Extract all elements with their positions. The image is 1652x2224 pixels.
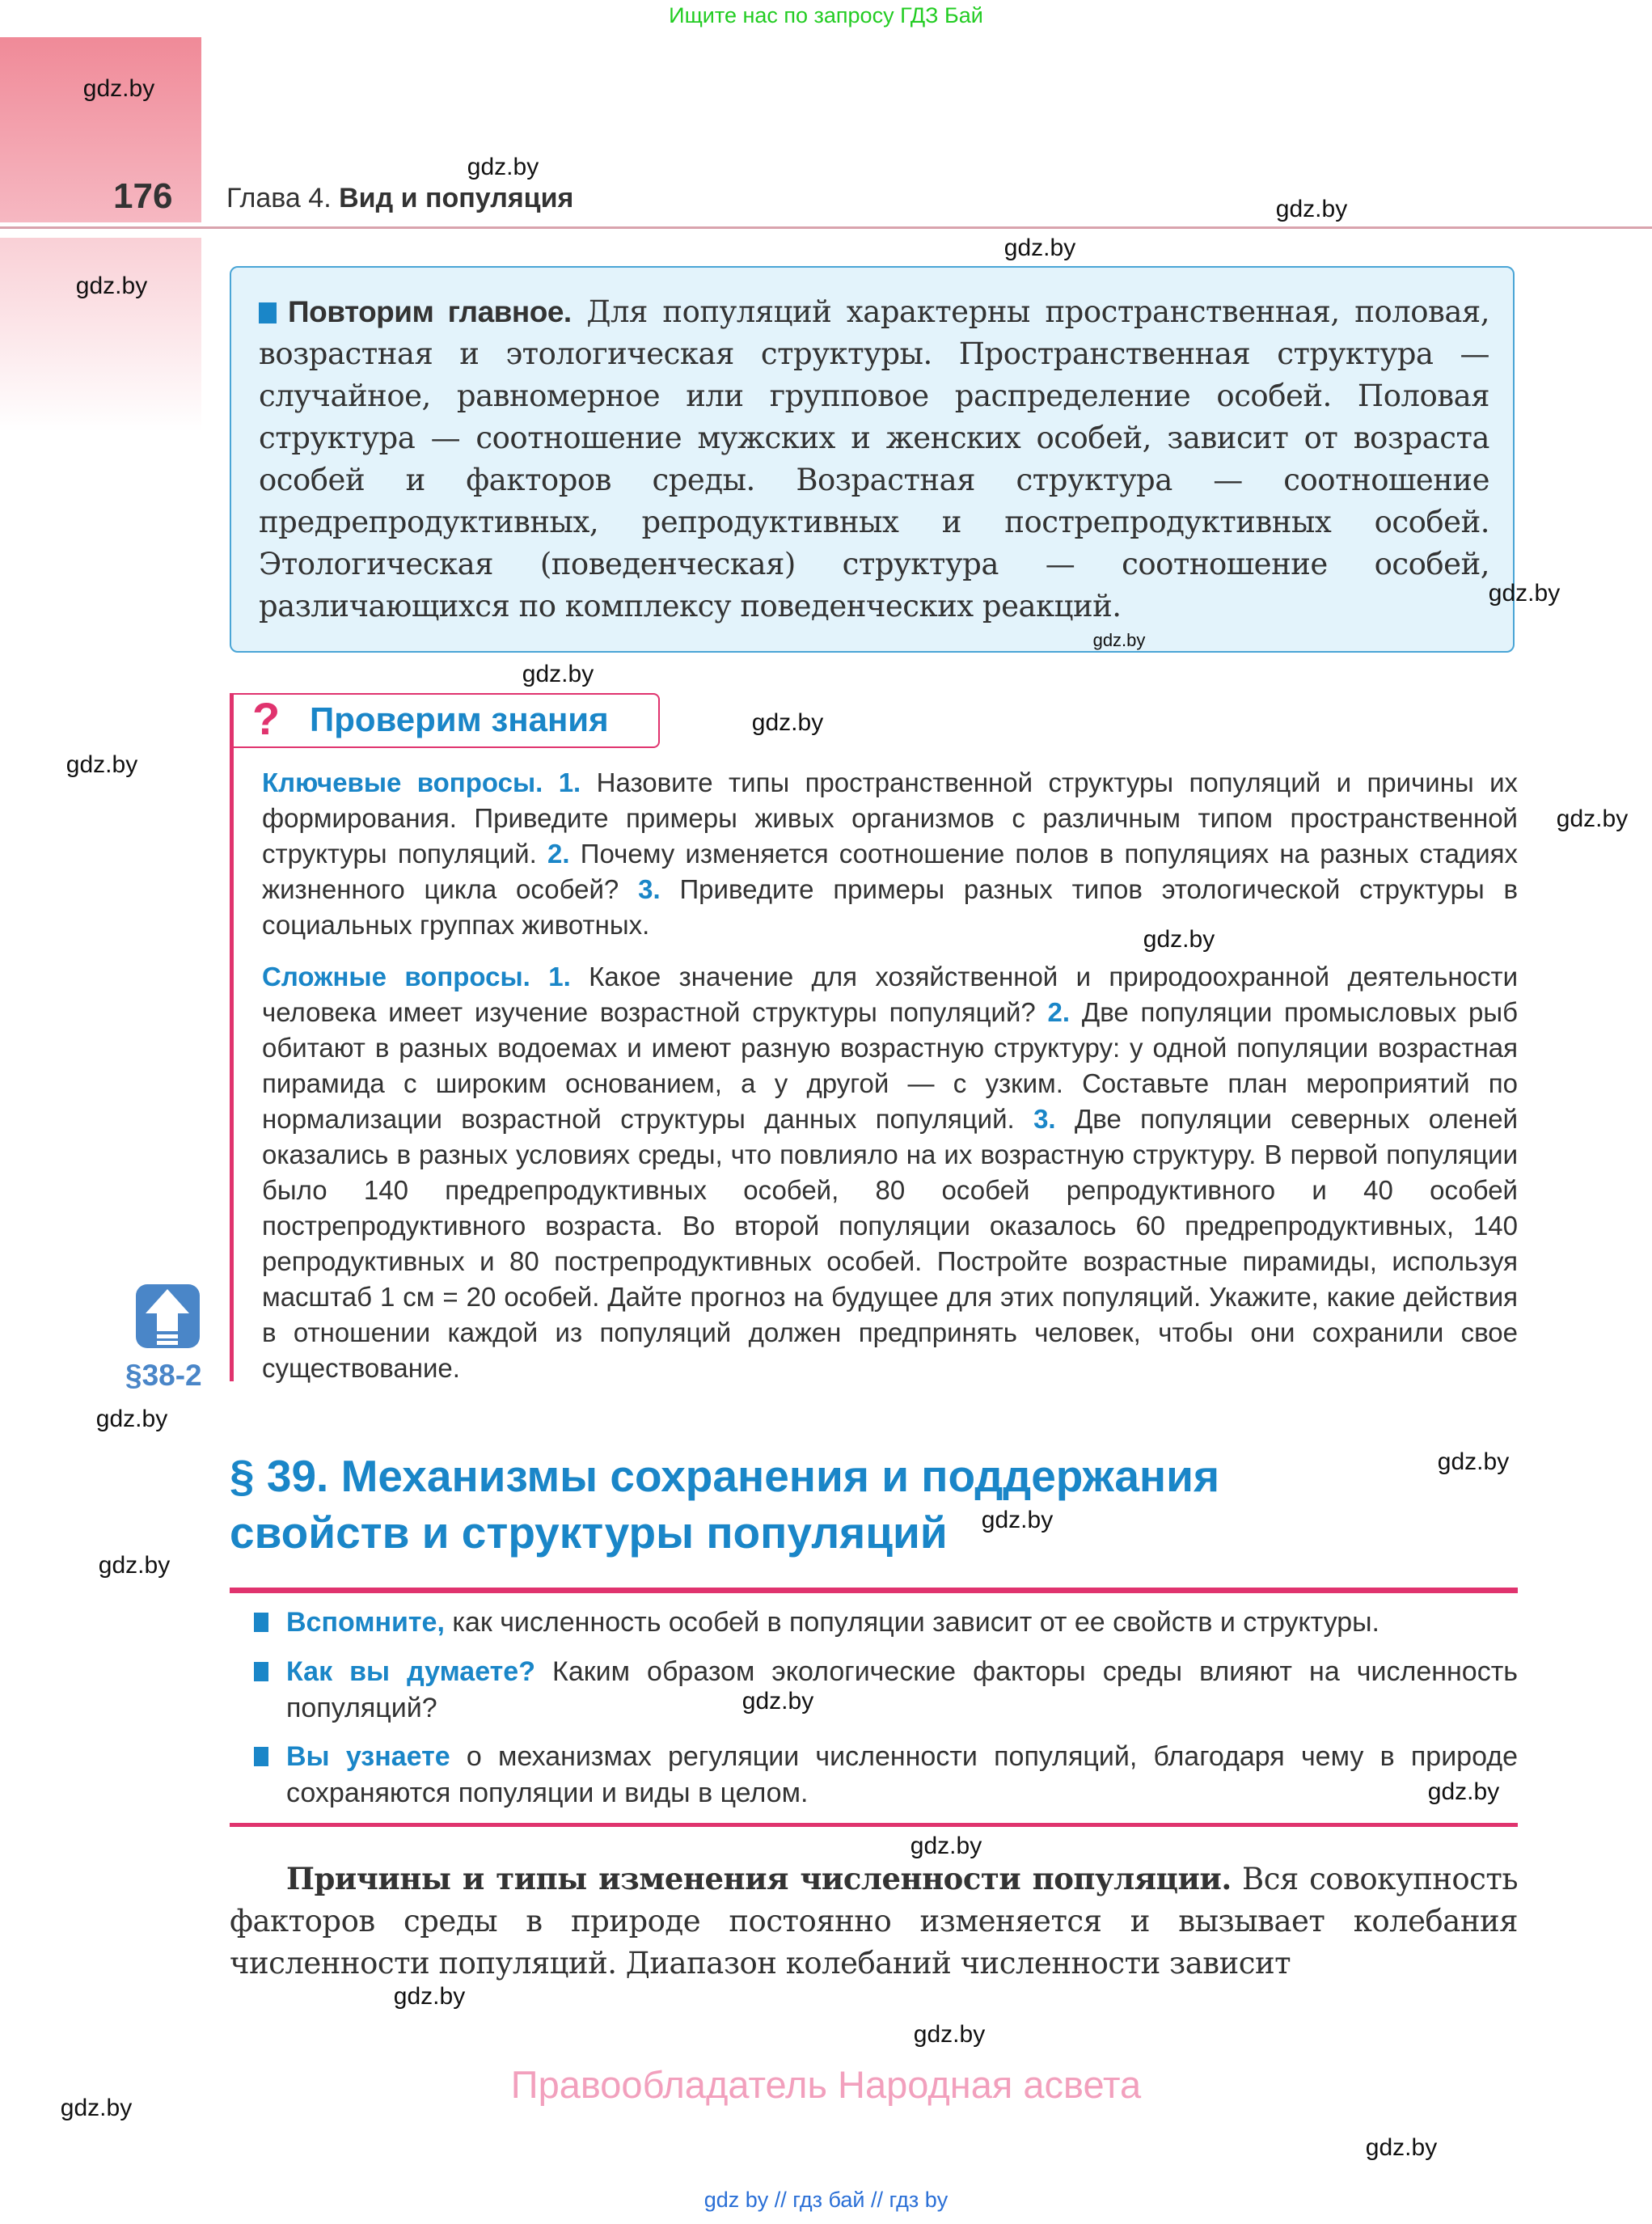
question-number: 1. bbox=[548, 962, 571, 991]
hard-questions-label: Сложные вопросы. bbox=[262, 962, 530, 991]
square-bullet-icon bbox=[254, 1613, 268, 1632]
intro-bullet bbox=[286, 1654, 1518, 1727]
watermark: gdz.by bbox=[981, 1507, 1054, 1533]
section-title bbox=[230, 1448, 1219, 1561]
summary-lead: Повторим главное. bbox=[288, 295, 572, 328]
watermark: gdz.by bbox=[741, 1688, 814, 1715]
footer-links[interactable]: gdz by // гдз бай // гдз by bbox=[703, 2188, 949, 2212]
square-bullet-icon bbox=[254, 1747, 268, 1766]
watermark: gdz.by bbox=[82, 75, 155, 102]
body-paragraph bbox=[230, 1858, 1518, 1985]
questions-side-bar bbox=[230, 693, 234, 1381]
watermark: gdz.by bbox=[95, 1406, 168, 1432]
watermark: gdz.by bbox=[910, 1833, 982, 1859]
questions-title: Проверим знания bbox=[310, 700, 609, 738]
chapter-title: Вид и популяция bbox=[339, 183, 574, 214]
watermark: gdz.by bbox=[751, 709, 824, 736]
watermark: gdz.by bbox=[98, 1552, 171, 1579]
watermark: gdz.by bbox=[1437, 1448, 1510, 1475]
watermark: gdz.by bbox=[1488, 580, 1561, 607]
intro-bullet bbox=[286, 1605, 1518, 1641]
section-divider-bottom bbox=[230, 1823, 1518, 1827]
question-text: Почему изменяется соотношение полов в популяциях на разных стадиях жизненного цикла особей? bbox=[262, 839, 1519, 904]
key-questions-label: Ключевые вопросы. bbox=[262, 767, 543, 797]
up-arrow-reference-icon[interactable] bbox=[134, 1283, 201, 1350]
watermark: gdz.by bbox=[913, 2021, 986, 2048]
watermark: gdz.by bbox=[1427, 1778, 1500, 1805]
question-text: Две популяции промысловых рыб обитают в разных водоемах и имеют разную возрастную структуру: у одной популяции возрастная пирамида с широким основанием, а у другой — с узким. Составьте план мероприятий по нормализации возрастной структуры данных популяций. bbox=[262, 997, 1518, 1134]
watermark: gdz.by bbox=[467, 154, 539, 180]
bullet-text: о механизмах регуляции численности популяций, благодаря чему в природе сохраняются популяции и виды в целом. bbox=[286, 1741, 1519, 1808]
watermark: gdz.by bbox=[1365, 2134, 1438, 2161]
question-number: 2. bbox=[1047, 997, 1071, 1027]
page-number: 176 bbox=[113, 176, 173, 216]
question-number: 3. bbox=[1033, 1104, 1056, 1134]
watermark: gdz.by bbox=[1143, 926, 1215, 953]
copyright-notice: Правообладатель Народная асвета bbox=[510, 2063, 1142, 2106]
bullet-lead: Вы узнаете bbox=[286, 1741, 450, 1772]
watermark: gdz.by bbox=[522, 661, 594, 687]
bullet-lead: Как вы думаете? bbox=[286, 1656, 535, 1687]
summary-text bbox=[259, 291, 1489, 628]
margin-decoration bbox=[0, 238, 201, 432]
watermark: gdz.by bbox=[65, 751, 138, 778]
summary-body: Для популяций характерны пространственная, половая, возрастная и этологическая структуры. Пространственная структура — случайное, равномерное или групповое распределение особей. Половая структура — соотношение мужских и женских особей, зависит от возраста особей и факторов среды. Возрастная структура — соотношение предрепродуктивных, репродуктивных и пострепродуктивных особей. Этологическая (поведенческая) структура — соотношение особей, различающихся по комплексу поведенческих реакций. bbox=[259, 294, 1489, 624]
intro-bullet bbox=[286, 1739, 1518, 1812]
question-text: Две популяции северных оленей оказались в разных условиях среды, что повлияло на их возрастную структуру. В первой популяции было 140 предрепродуктивных особей, 80 особей репродуктивного и 40 особей пострепродуктивного возраста. Во второй популяции оказалось 60 предрепродуктивных, 140 репродуктивных и 80 пострепродуктивных особей. Постройте возрастные пирамиды, используя масштаб 1 см = 20 особей. Дайте прогноз на будущее для этих популяций. Укажите, какие действия в отношении каждой из популяций должен предпринять человек, чтобы они сохранили свое существование. bbox=[262, 1104, 1519, 1383]
square-bullet-icon bbox=[254, 1662, 268, 1681]
square-bullet-icon bbox=[259, 302, 277, 323]
watermark: gdz.by bbox=[60, 2095, 133, 2121]
watermark: gdz.by bbox=[1556, 805, 1629, 832]
watermark: gdz.by bbox=[393, 1983, 466, 2010]
bullet-text: Каким образом экологические факторы среды влияют на численность популяций? bbox=[286, 1656, 1518, 1723]
paragraph-lead: Причины и типы изменения численности популяции. bbox=[286, 1861, 1232, 1896]
watermark: gdz.by bbox=[75, 273, 148, 299]
chapter-header bbox=[226, 183, 573, 214]
bullet-lead: Вспомните, bbox=[286, 1607, 445, 1638]
question-text: Назовите типы пространственной структуры популяций и причины их формирования. Приведите примеры живых организмов с различным типом пространственной структуры популяций. bbox=[262, 767, 1519, 869]
watermark: gdz.by bbox=[1003, 235, 1076, 261]
watermark: gdz.by bbox=[1092, 630, 1146, 650]
section-title-line: § 39. Механизмы сохранения и поддержания bbox=[230, 1451, 1220, 1501]
section-title-line: свойств и структуры популяций bbox=[230, 1507, 948, 1558]
section-divider-top bbox=[230, 1588, 1518, 1593]
bullet-text: как численность особей в популяции зависит от ее свойств и структуры. bbox=[444, 1607, 1379, 1638]
search-banner[interactable]: Ищите нас по запросу ГДЗ Бай bbox=[669, 3, 983, 27]
watermark: gdz.by bbox=[1275, 196, 1348, 222]
question-number: 3. bbox=[638, 874, 661, 904]
question-number: 1. bbox=[558, 767, 581, 797]
question-number: 2. bbox=[547, 839, 570, 869]
question-text: Какое значение для хозяйственной и природоохранной деятельности человека имеет изучение возрастной структуры популяций? bbox=[262, 962, 1519, 1027]
paragraph-reference-link[interactable]: §38-2 bbox=[125, 1359, 202, 1392]
hard-questions bbox=[262, 959, 1518, 1386]
key-questions bbox=[262, 765, 1518, 943]
header-divider bbox=[0, 226, 1652, 229]
question-mark-icon: ? bbox=[252, 693, 281, 744]
chapter-prefix: Глава 4. bbox=[226, 183, 332, 214]
paragraph-text: Вся совокупность факторов среды в природе постоянно изменяется и вызывает колебания численности популяций. Диапазон колебаний численности зависит bbox=[230, 1862, 1518, 1981]
question-text: Приведите примеры разных типов этологической структуры в социальных группах животных. bbox=[262, 874, 1518, 940]
